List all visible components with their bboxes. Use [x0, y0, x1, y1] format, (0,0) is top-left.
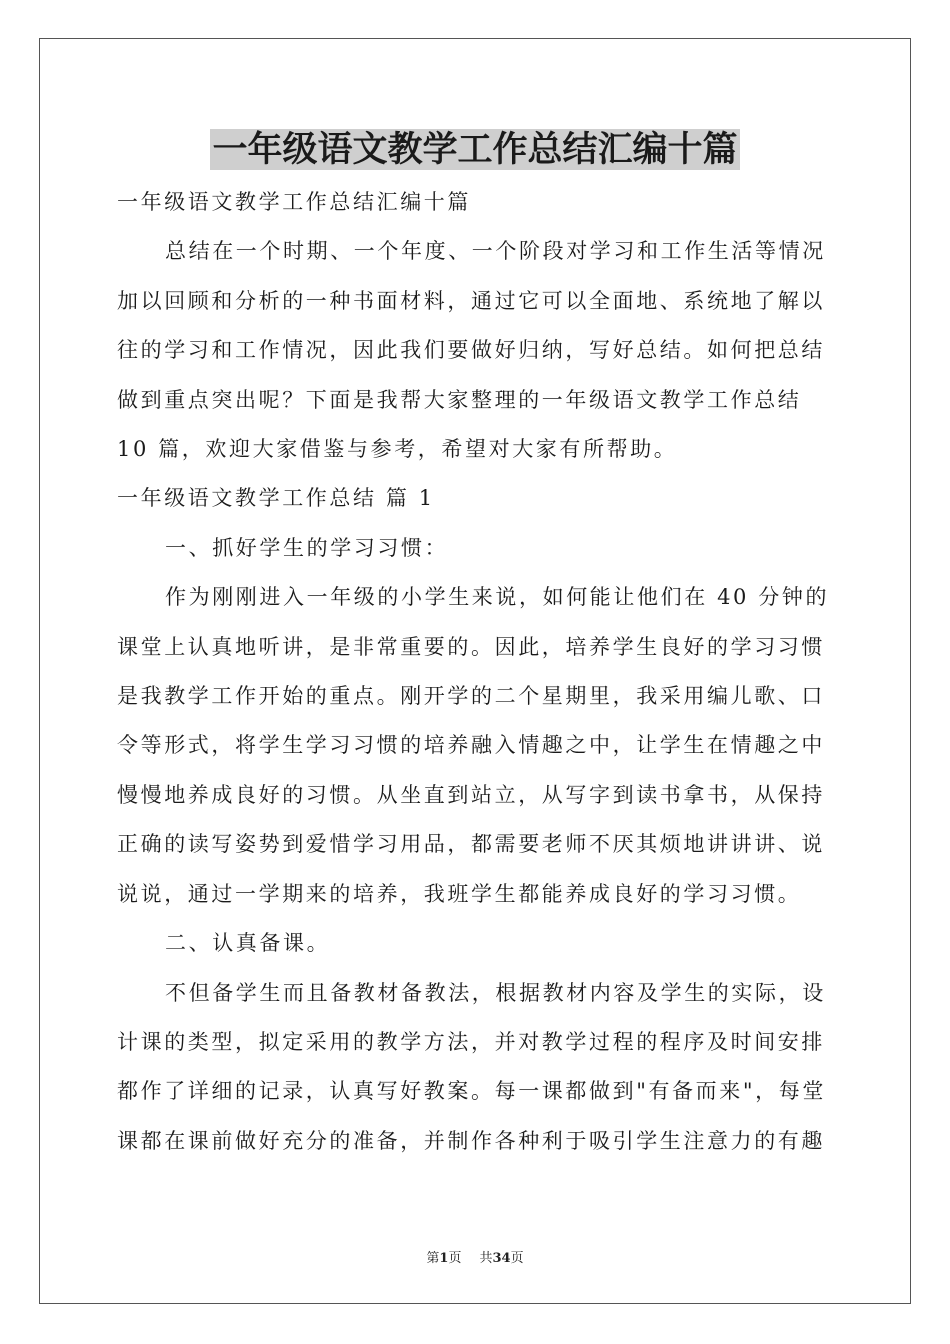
body-line-13: 慢慢地养成良好的习惯。从坐直到站立，从写字到读书拿书，从保持	[117, 782, 825, 807]
body-line-1: 一年级语文教学工作总结汇编十篇	[117, 190, 471, 214]
page-footer	[0, 1247, 950, 1266]
subheading-1: 一、抓好学生的学习习惯：	[165, 535, 449, 560]
body-line-10: 课堂上认真地听讲，是非常重要的。因此，培养学生良好的学习习惯	[117, 634, 825, 659]
document-title	[0, 128, 950, 172]
document-body	[117, 178, 833, 1166]
footer-page-suffix: 页	[448, 1251, 462, 1266]
body-line-2: 总结在一个时期、一个年度、一个阶段对学习和工作生活等情况	[165, 239, 826, 264]
body-line-5: 做到重点突出呢？下面是我帮大家整理的一年级语文教学工作总结	[117, 387, 802, 412]
body-line-11: 是我教学工作开始的重点。刚开学的二个星期里，我采用编儿歌、口	[117, 684, 825, 709]
section-heading-1: 一年级语文教学工作总结 篇 1	[117, 486, 435, 511]
body-line-6: 10 篇，欢迎大家借鉴与参考，希望对大家有所帮助。	[117, 437, 678, 462]
body-line-20: 课都在课前做好充分的准备，并制作各种利于吸引学生注意力的有趣	[117, 1128, 825, 1153]
body-line-4: 往的学习和工作情况，因此我们要做好归纳，写好总结。如何把总结	[117, 338, 825, 363]
footer-total-suffix: 页	[510, 1251, 524, 1266]
body-line-18: 计课的类型，拟定采用的教学方法，并对教学过程的程序及时间安排	[117, 1029, 825, 1054]
body-line-17: 不但备学生而且备教材备教法，根据教材内容及学生的实际，设	[165, 980, 826, 1005]
body-line-14: 正确的读写姿势到爱惜学习用品，都需要老师不厌其烦地讲讲讲、说	[117, 832, 825, 857]
footer-prefix: 第	[426, 1251, 440, 1266]
body-line-19: 都作了详细的记录，认真写好教案。每一课都做到"有备而来"，每堂	[117, 1079, 826, 1104]
document-title-text: 一年级语文教学工作总结汇编十篇	[212, 129, 738, 170]
subheading-2: 二、认真备课。	[165, 931, 331, 956]
body-line-12: 令等形式，将学生学习习惯的培养融入情趣之中，让学生在情趣之中	[117, 733, 825, 758]
footer-page-number: 1	[439, 1251, 449, 1266]
body-line-15: 说说，通过一学期来的培养，我班学生都能养成良好的学习习惯。	[117, 881, 802, 906]
footer-total-prefix: 共	[479, 1251, 493, 1266]
body-line-3: 加以回顾和分析的一种书面材料，通过它可以全面地、系统地了解以	[117, 288, 825, 313]
body-line-9: 作为刚刚进入一年级的小学生来说，如何能让他们在 40 分钟的	[165, 585, 830, 610]
footer-total-pages: 34	[492, 1251, 511, 1266]
